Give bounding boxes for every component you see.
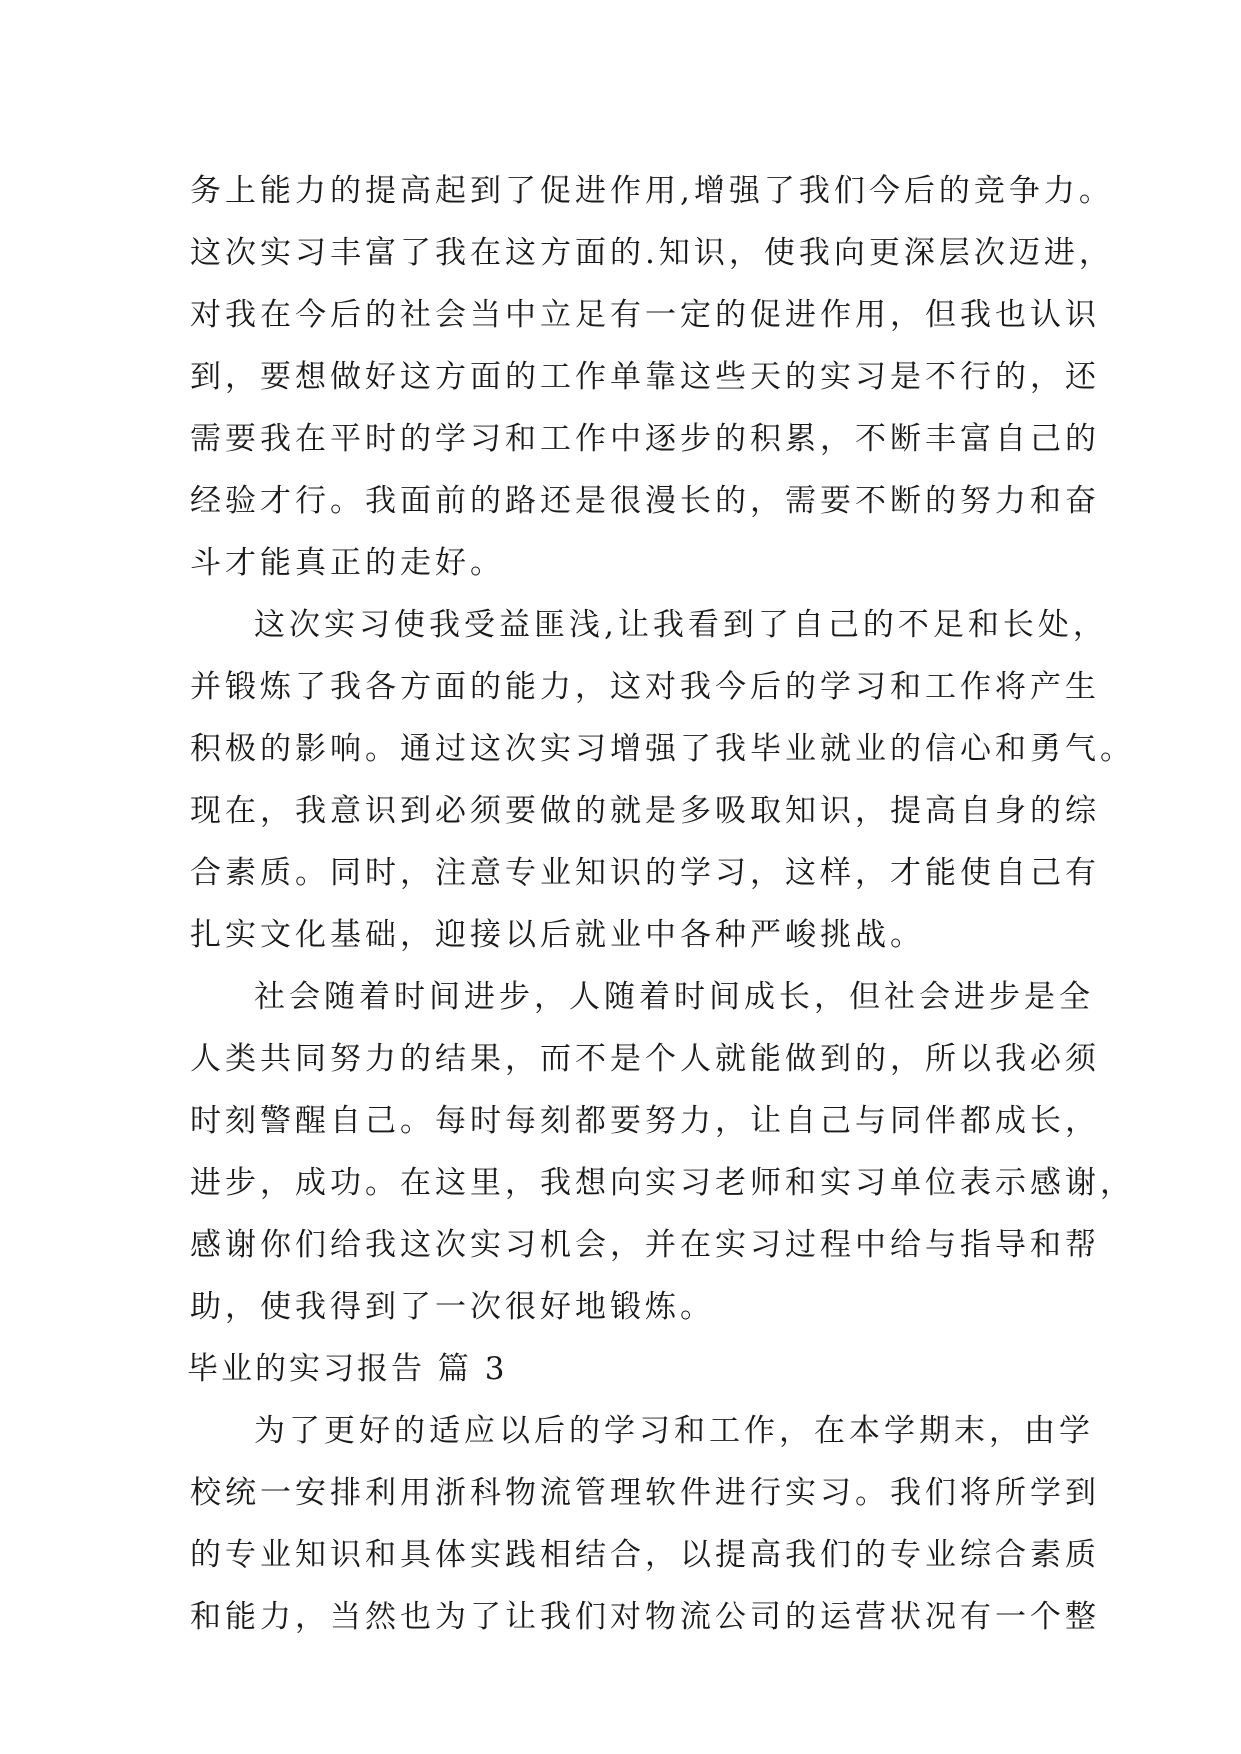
paragraph-3 <box>190 966 1135 1338</box>
text-line: 需要我在平时的学习和工作中逐步的积累，不断丰富自己的 <box>190 421 1100 457</box>
text-line: 积极的影响。通过这次实习增强了我毕业就业的信心和勇气。 <box>190 731 1135 767</box>
text-line: 为了更好的适应以后的学习和工作，在本学期末，由学 <box>254 1413 1094 1449</box>
text-line: 这次实习丰富了我在这方面的.知识，使我向更深层次迈进， <box>190 235 1114 271</box>
text-line: 和能力，当然也为了让我们对物流公司的运营状况有一个整 <box>190 1599 1100 1635</box>
text-line: 进步，成功。在这里，我想向实习老师和实习单位表示感谢， <box>190 1165 1135 1201</box>
document-body <box>187 160 1135 1648</box>
paragraph-1 <box>190 160 1114 594</box>
text-line: 时刻警醒自己。每时每刻都要努力，让自己与同伴都成长， <box>190 1103 1100 1139</box>
text-line: 现在，我意识到必须要做的就是多吸取知识，提高自身的综 <box>190 793 1100 829</box>
text-line: 到，要想做好这方面的工作单靠这些天的实习是不行的，还 <box>190 359 1100 395</box>
text-line: 这次实习使我受益匪浅,让我看到了自己的不足和长处， <box>254 607 1108 643</box>
section-heading: 毕业的实习报告 篇 3 <box>187 1351 508 1387</box>
text-line: 务上能力的提高起到了促进作用,增强了我们今后的竞争力。 <box>190 173 1114 209</box>
text-line: 校统一安排利用浙科物流管理软件进行实习。我们将所学到 <box>190 1475 1100 1511</box>
text-line: 合素质。同时，注意专业知识的学习，这样，才能使自己有 <box>190 855 1100 891</box>
text-line: 扎实文化基础，迎接以后就业中各种严峻挑战。 <box>190 917 925 953</box>
paragraph-2 <box>190 594 1135 966</box>
text-line: 斗才能真正的走好。 <box>190 545 505 581</box>
text-line: 的专业知识和具体实践相结合，以提高我们的专业综合素质 <box>190 1537 1100 1573</box>
text-line: 并锻炼了我各方面的能力，这对我今后的学习和工作将产生 <box>190 669 1100 705</box>
text-line: 对我在今后的社会当中立足有一定的促进作用，但我也认识 <box>190 297 1100 333</box>
text-line: 经验才行。我面前的路还是很漫长的，需要不断的努力和奋 <box>190 483 1100 519</box>
text-line: 感谢你们给我这次实习机会，并在实习过程中给与指导和帮 <box>190 1227 1100 1263</box>
paragraph-4 <box>190 1400 1100 1648</box>
text-line: 助，使我得到了一次很好地锻炼。 <box>190 1289 715 1325</box>
text-line: 人类共同努力的结果，而不是个人就能做到的，所以我必须 <box>190 1041 1100 1077</box>
text-line: 社会随着时间进步，人随着时间成长，但社会进步是全 <box>254 979 1094 1015</box>
